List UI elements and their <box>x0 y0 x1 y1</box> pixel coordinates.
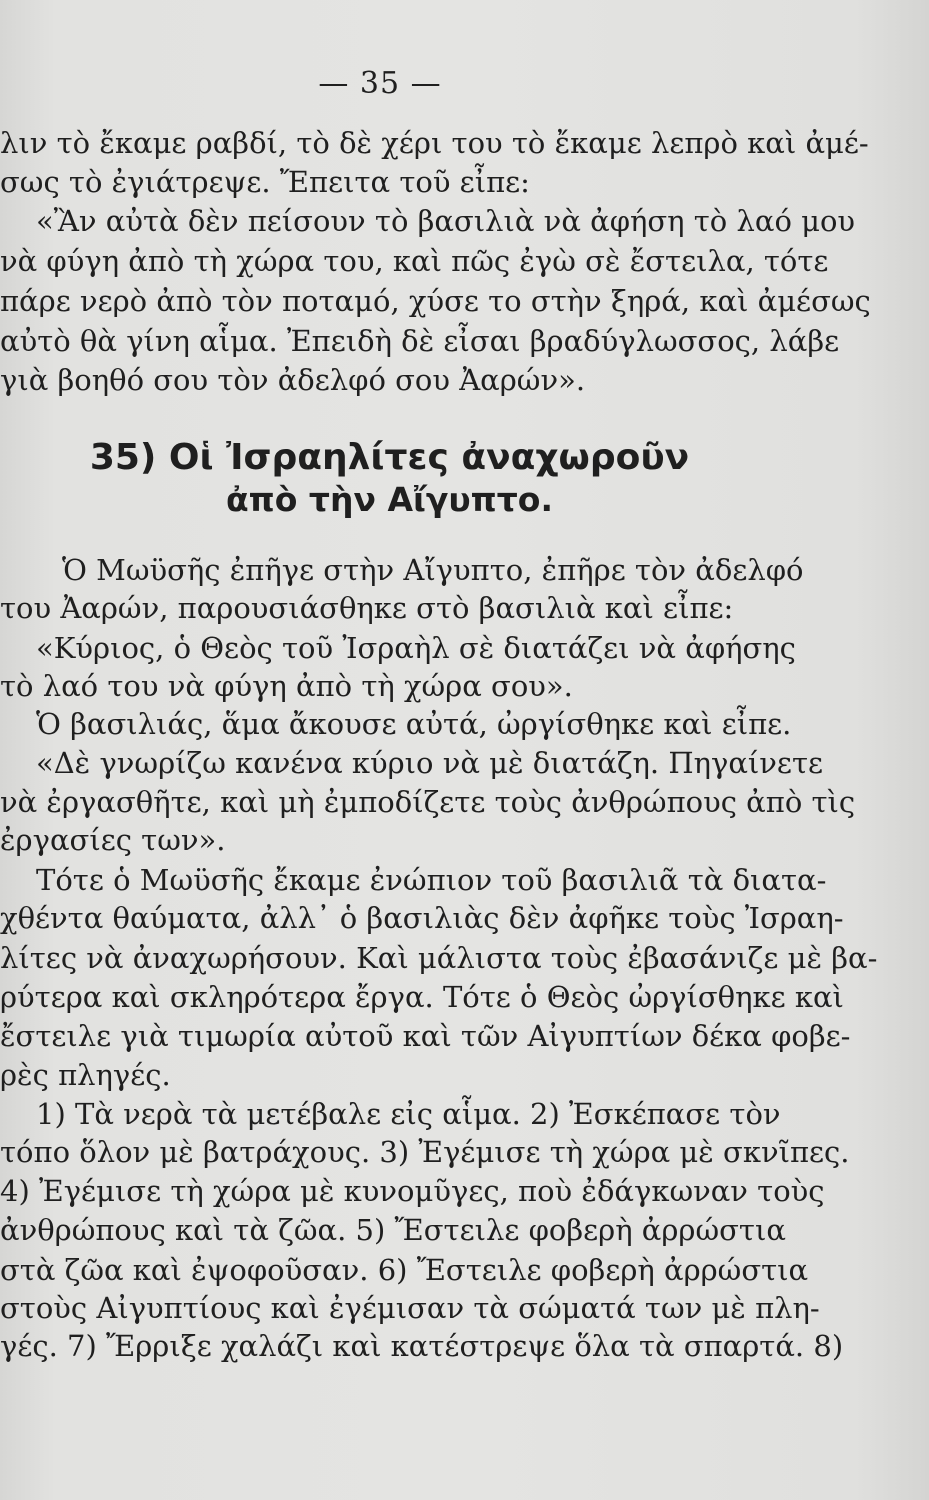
text-line: ἔστειλε γιὰ τιμωρία αὐτοῦ καὶ τῶν Αἰγυπτίων δέκα φοβε- <box>0 1019 851 1053</box>
text-line: ρὲς πληγές. <box>0 1058 171 1092</box>
text-line: σως τὸ ἐγιάτρεψε. Ἔπειτα τοῦ εἶπε: <box>0 165 530 199</box>
page-number: — 35 — <box>318 66 442 101</box>
text-line: ἐργασίες των». <box>0 823 226 857</box>
text-line: στοὺς Αἰγυπτίους καὶ ἐγέμισαν τὰ σώματά των μὲ πλη- <box>0 1291 820 1325</box>
text-line: γιὰ βοηθό σου τὸν ἀδελφό σου Ἀαρών». <box>0 363 586 397</box>
text-line: χθέντα θαύματα, ἀλλ᾽ ὁ βασιλιὰς δὲν ἀφῆκε τοὺς Ἰσραη- <box>0 901 844 935</box>
text-line: ρύτερα καὶ σκληρότερα ἔργα. Τότε ὁ Θεὸς ὠργίσθηκε καὶ <box>0 980 844 1014</box>
text-line: πάρε νερὸ ἀπὸ τὸν ποταμό, χύσε το στὴν ξηρά, καὶ ἀμέσως <box>0 284 871 318</box>
text-line: τὸ λαό του νὰ φύγη ἀπὸ τὴ χώρα σου». <box>0 669 573 703</box>
text-line: λίτες νὰ ἀναχωρήσουν. Καὶ μάλιστα τοὺς ἐβασάνιζε μὲ βα- <box>0 941 878 975</box>
text-line: του Ἀαρών, παρουσιάσθηκε στὸ βασιλιὰ καὶ εἶπε: <box>0 591 734 625</box>
text-line: Ὁ βασιλιάς, ἅμα ἄκουσε αὐτά, ὠργίσθηκε καὶ εἶπε. <box>36 707 792 741</box>
text-line: γές. 7) Ἔρριξε χαλάζι καὶ κατέστρεψε ὅλα τὰ σπαρτά. 8) <box>0 1329 844 1363</box>
text-line: Τότε ὁ Μωϋσῆς ἔκαμε ἐνώπιον τοῦ βασιλιᾶ τὰ διατα- <box>36 863 827 897</box>
text-line: στὰ ζῶα καὶ ἐψοφοῦσαν. 6) Ἔστειλε φοβερὴ ἀρρώστια <box>0 1253 809 1287</box>
text-line: «Ἂν αὐτὰ δὲν πείσουν τὸ βασιλιὰ νὰ ἀφήση τὸ λαό μου <box>36 204 856 238</box>
text-line: «Δὲ γνωρίζω κανένα κύριο νὰ μὲ διατάζη. Πηγαίνετε <box>36 746 824 780</box>
section-heading: 35) Οἱ Ἰσραηλίτες ἀναχωροῦν <box>89 437 690 478</box>
text-line: 4) Ἐγέμισε τὴ χώρα μὲ κυνομῦγες, ποὺ ἐδάγκωναν τοὺς <box>0 1174 825 1208</box>
text-line: αὐτὸ θὰ γίνη αἷμα. Ἐπειδὴ δὲ εἶσαι βραδύγλωσσος, λάβε <box>0 324 840 358</box>
text-line: «Κύριος, ὁ Θεὸς τοῦ Ἰσραὴλ σὲ διατάζει νὰ ἀφήσης <box>36 631 796 665</box>
text-line: ἀνθρώπους καὶ τὰ ζῶα. 5) Ἔστειλε φοβερὴ ἀρρώστια <box>0 1213 786 1247</box>
text-line: νὰ ἐργασθῆτε, καὶ μὴ ἐμποδίζετε τοὺς ἀνθρώπους ἀπὸ τὶς <box>0 785 856 819</box>
text-line: Ὁ Μωϋσῆς ἐπῆγε στὴν Αἴγυπτο, ἐπῆρε τὸν ἀδελφό <box>62 553 804 587</box>
text-line: τόπο ὅλον μὲ βατράχους. 3) Ἐγέμισε τὴ χώρα μὲ σκνῖπες. <box>0 1135 850 1169</box>
text-line: νὰ φύγη ἀπὸ τὴ χώρα του, καὶ πῶς ἐγὼ σὲ ἔστειλα, τότε <box>0 244 829 278</box>
text-line: 1) Τὰ νερὰ τὰ μετέβαλε εἰς αἷμα. 2) Ἐσκέπασε τὸν <box>36 1097 781 1131</box>
text-line: λιν τὸ ἔκαμε ραβδί, τὸ δὲ χέρι του τὸ ἔκαμε λεπρὸ καὶ ἀμέ- <box>0 126 869 160</box>
section-heading-subline: ἀπὸ τὴν Αἴγυπτο. <box>226 480 553 519</box>
